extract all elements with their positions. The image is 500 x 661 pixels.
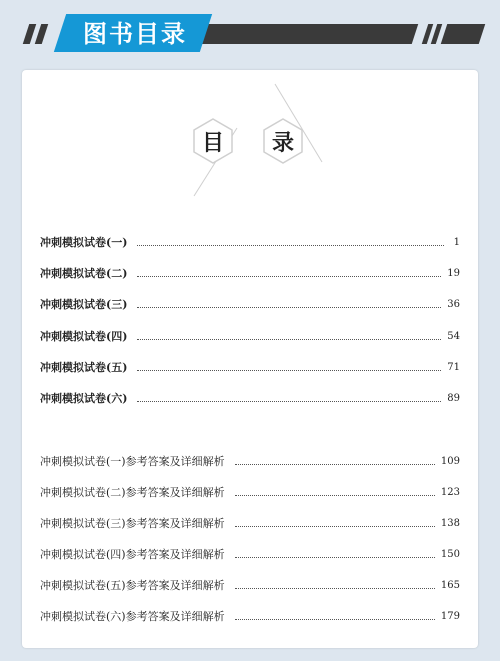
banner-bar (192, 24, 418, 44)
toc-entry-label: 冲刺模拟试卷(二)参考答案及详细解析 (40, 486, 225, 499)
heading-char-mu (192, 118, 234, 164)
toc-entry[interactable] (40, 328, 460, 344)
toc-entry[interactable] (40, 608, 460, 624)
toc-entry-page: 165 (440, 579, 460, 591)
toc-entry-label: 冲刺模拟试卷(五) (40, 361, 128, 374)
toc-entry-page: 89 (447, 392, 460, 404)
toc-entry-page: 54 (447, 330, 460, 342)
leader-dots (235, 557, 435, 558)
toc-entry-label: 冲刺模拟试卷(六)参考答案及详细解析 (40, 610, 225, 623)
toc-entry[interactable] (40, 296, 460, 312)
toc-entry-page: 150 (440, 548, 460, 560)
toc-entry-page: 138 (440, 517, 460, 529)
toc-entry[interactable] (40, 546, 460, 562)
toc-entry-page: 36 (447, 298, 460, 310)
leader-dots (235, 464, 435, 465)
toc-entry[interactable] (40, 484, 460, 500)
toc-entry-label: 冲刺模拟试卷(六) (40, 392, 128, 405)
toc-entry[interactable] (40, 234, 460, 250)
banner-stripe-left (23, 24, 36, 44)
toc-entry[interactable] (40, 359, 460, 375)
banner-bar-end (441, 24, 485, 44)
toc-entry[interactable] (40, 265, 460, 281)
heading-char-2: 录 (271, 129, 294, 156)
header-title: 图书目录 (83, 20, 187, 48)
toc-entry-label: 冲刺模拟试卷(四)参考答案及详细解析 (40, 548, 225, 561)
header-banner (0, 0, 500, 60)
toc-entry-page: 1 (453, 236, 460, 248)
toc-entry-label: 冲刺模拟试卷(五)参考答案及详细解析 (40, 579, 225, 592)
leader-dots (137, 276, 441, 277)
toc-entry-label: 冲刺模拟试卷(四) (40, 330, 128, 343)
toc-entry-page: 123 (440, 486, 460, 498)
leader-dots (137, 245, 444, 246)
toc-entry[interactable] (40, 453, 460, 469)
toc-entry-page: 179 (440, 610, 460, 622)
leader-dots (235, 619, 435, 620)
leader-dots (137, 339, 441, 340)
toc-entry-page: 19 (447, 267, 460, 279)
toc-entry-label: 冲刺模拟试卷(三) (40, 298, 128, 311)
toc-entry-page: 109 (440, 455, 460, 467)
heading-char-lu (262, 118, 304, 164)
leader-dots (235, 526, 435, 527)
banner-stripe-left (35, 24, 48, 44)
toc-entry-page: 71 (447, 361, 460, 373)
toc-entry-label: 冲刺模拟试卷(一)参考答案及详细解析 (40, 455, 225, 468)
toc-entry-label: 冲刺模拟试卷(一) (40, 236, 128, 249)
toc-entry[interactable] (40, 515, 460, 531)
toc-entry-label: 冲刺模拟试卷(二) (40, 267, 128, 280)
heading-char-1: 目 (201, 129, 224, 156)
leader-dots (137, 370, 441, 371)
leader-dots (137, 401, 441, 402)
toc-entry-label: 冲刺模拟试卷(三)参考答案及详细解析 (40, 517, 225, 530)
toc-entry[interactable] (40, 390, 460, 406)
toc-entry[interactable] (40, 577, 460, 593)
leader-dots (235, 495, 435, 496)
leader-dots (235, 588, 435, 589)
leader-dots (137, 307, 441, 308)
